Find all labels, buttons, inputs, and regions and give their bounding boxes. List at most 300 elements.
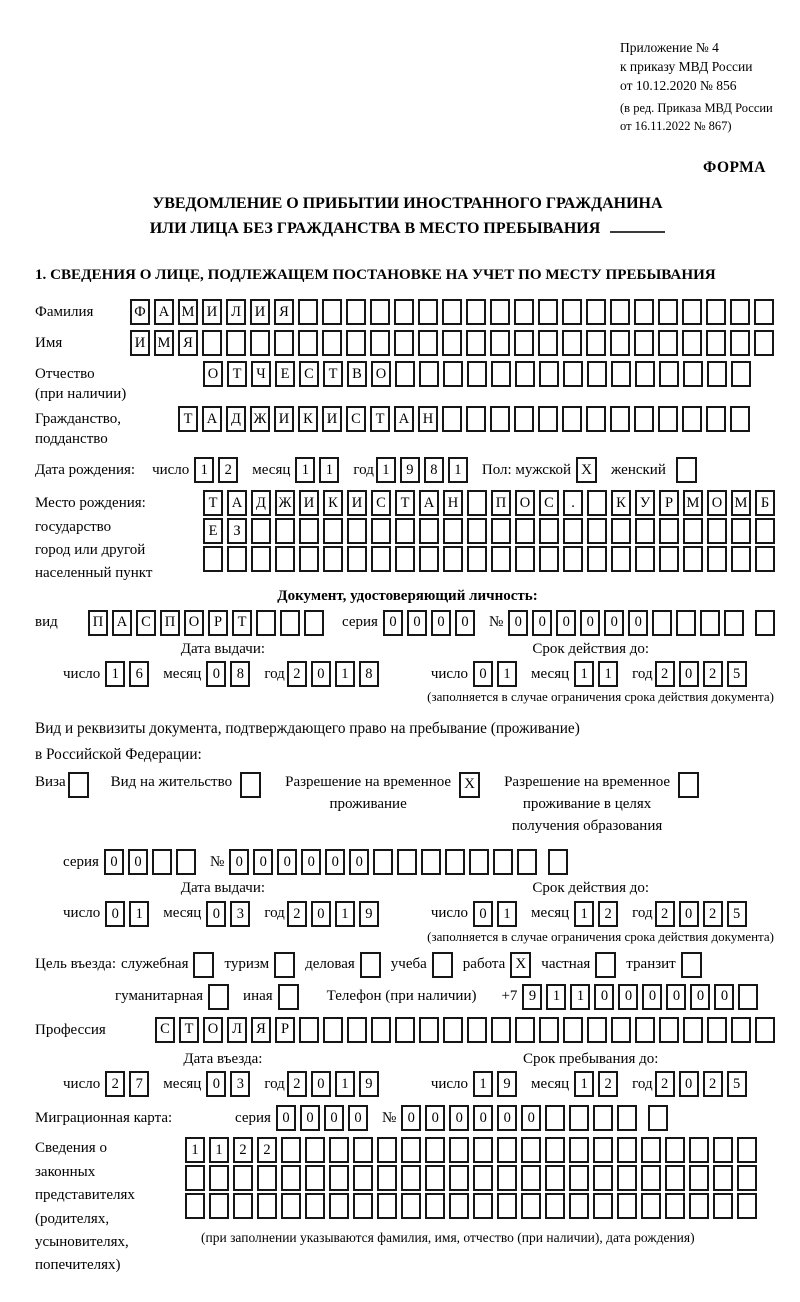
char-cell[interactable]: Т [203,490,223,516]
char-cell[interactable] [347,546,367,572]
char-cell[interactable]: 0 [128,849,148,875]
char-cell[interactable] [515,361,535,387]
char-cell[interactable] [713,1165,733,1191]
char-cell[interactable] [490,330,510,356]
char-cell[interactable] [370,299,390,325]
char-cell[interactable]: 0 [300,1105,320,1131]
char-cell[interactable] [611,546,631,572]
char-cell[interactable] [731,361,751,387]
char-cell[interactable]: 8 [359,661,379,687]
char-cell[interactable] [539,1017,559,1043]
char-cell[interactable]: Т [370,406,390,432]
char-cell[interactable] [683,361,703,387]
char-cell[interactable]: 0 [311,661,331,687]
char-cell[interactable] [377,1193,397,1219]
char-cell[interactable] [305,1137,325,1163]
char-cell[interactable]: С [136,610,156,636]
char-cell[interactable] [707,546,727,572]
char-cell[interactable] [322,330,342,356]
char-cell[interactable]: М [683,490,703,516]
char-cell[interactable] [707,518,727,544]
char-cell[interactable] [442,330,462,356]
char-cell[interactable]: 0 [105,901,125,927]
char-cell[interactable] [491,361,511,387]
char-cell[interactable] [683,546,703,572]
char-cell[interactable] [493,849,513,875]
char-cell[interactable]: 1 [497,661,517,687]
char-cell[interactable] [419,361,439,387]
char-cell[interactable] [425,1165,445,1191]
char-cell[interactable] [634,330,654,356]
char-cell[interactable] [611,518,631,544]
char-cell[interactable]: Д [226,406,246,432]
char-cell[interactable]: В [347,361,367,387]
char-cell[interactable] [635,361,655,387]
char-cell[interactable] [548,849,568,875]
char-cell[interactable]: Я [274,299,294,325]
char-cell[interactable] [251,518,271,544]
purpose-study-checkbox[interactable] [432,952,453,978]
char-cell[interactable] [563,518,583,544]
char-cell[interactable] [617,1105,637,1131]
char-cell[interactable] [377,1137,397,1163]
char-cell[interactable] [419,1017,439,1043]
char-cell[interactable]: 9 [522,984,542,1010]
char-cell[interactable]: Т [179,1017,199,1043]
char-cell[interactable]: 0 [556,610,576,636]
char-cell[interactable] [676,610,696,636]
char-cell[interactable]: И [322,406,342,432]
char-cell[interactable] [497,1193,517,1219]
char-cell[interactable] [593,1193,613,1219]
char-cell[interactable] [370,330,390,356]
char-cell[interactable]: 0 [690,984,710,1010]
char-cell[interactable]: Н [418,406,438,432]
char-cell[interactable] [347,518,367,544]
char-cell[interactable] [562,406,582,432]
char-cell[interactable] [299,1017,319,1043]
char-cell[interactable] [401,1137,421,1163]
char-cell[interactable] [418,330,438,356]
char-cell[interactable] [593,1137,613,1163]
char-cell[interactable] [587,1017,607,1043]
char-cell[interactable]: Б [755,490,775,516]
char-cell[interactable]: О [371,361,391,387]
char-cell[interactable]: 0 [497,1105,517,1131]
char-cell[interactable] [209,1165,229,1191]
char-cell[interactable] [322,299,342,325]
char-cell[interactable] [467,518,487,544]
char-cell[interactable]: 1 [473,1071,493,1097]
char-cell[interactable] [652,610,672,636]
char-cell[interactable] [467,546,487,572]
char-cell[interactable]: 9 [359,901,379,927]
char-cell[interactable] [659,1017,679,1043]
char-cell[interactable] [298,299,318,325]
char-cell[interactable] [346,330,366,356]
char-cell[interactable] [539,518,559,544]
female-checkbox[interactable] [676,457,697,483]
char-cell[interactable] [634,299,654,325]
char-cell[interactable]: 0 [618,984,638,1010]
char-cell[interactable]: 2 [287,1071,307,1097]
char-cell[interactable]: И [130,330,150,356]
char-cell[interactable] [233,1165,253,1191]
char-cell[interactable] [617,1165,637,1191]
char-cell[interactable] [514,330,534,356]
char-cell[interactable]: К [323,490,343,516]
char-cell[interactable] [587,518,607,544]
visa-checkbox[interactable] [68,772,89,798]
char-cell[interactable] [323,546,343,572]
char-cell[interactable] [641,1137,661,1163]
char-cell[interactable]: 1 [570,984,590,1010]
char-cell[interactable] [304,610,324,636]
char-cell[interactable]: 1 [194,457,214,483]
char-cell[interactable] [353,1193,373,1219]
char-cell[interactable]: И [347,490,367,516]
char-cell[interactable]: Т [323,361,343,387]
char-cell[interactable] [275,518,295,544]
char-cell[interactable] [755,610,775,636]
char-cell[interactable]: К [611,490,631,516]
char-cell[interactable]: 0 [206,901,226,927]
char-cell[interactable] [635,1017,655,1043]
char-cell[interactable] [466,330,486,356]
char-cell[interactable] [706,406,726,432]
purpose-transit-checkbox[interactable] [681,952,702,978]
char-cell[interactable]: 1 [598,661,618,687]
char-cell[interactable] [658,406,678,432]
char-cell[interactable] [634,406,654,432]
char-cell[interactable] [755,518,775,544]
char-cell[interactable]: О [515,490,535,516]
char-cell[interactable] [425,1137,445,1163]
char-cell[interactable]: 2 [703,661,723,687]
char-cell[interactable]: 1 [574,901,594,927]
char-cell[interactable]: О [203,1017,223,1043]
purpose-private-checkbox[interactable] [595,952,616,978]
char-cell[interactable] [755,1017,775,1043]
char-cell[interactable] [587,361,607,387]
char-cell[interactable] [445,849,465,875]
char-cell[interactable] [256,610,276,636]
char-cell[interactable] [545,1105,565,1131]
char-cell[interactable] [203,546,223,572]
purpose-work-checkbox[interactable]: X [510,952,531,978]
char-cell[interactable]: 0 [642,984,662,1010]
char-cell[interactable] [185,1193,205,1219]
char-cell[interactable] [176,849,196,875]
char-cell[interactable] [281,1137,301,1163]
char-cell[interactable] [587,490,607,516]
char-cell[interactable] [586,330,606,356]
char-cell[interactable]: Ф [130,299,150,325]
char-cell[interactable] [353,1137,373,1163]
char-cell[interactable] [209,1193,229,1219]
char-cell[interactable] [443,1017,463,1043]
char-cell[interactable]: Т [232,610,252,636]
char-cell[interactable] [467,361,487,387]
char-cell[interactable]: Л [227,1017,247,1043]
char-cell[interactable] [713,1193,733,1219]
char-cell[interactable] [682,406,702,432]
char-cell[interactable]: У [635,490,655,516]
char-cell[interactable]: 0 [604,610,624,636]
char-cell[interactable] [373,849,393,875]
char-cell[interactable] [466,406,486,432]
char-cell[interactable]: О [203,361,223,387]
char-cell[interactable] [449,1193,469,1219]
char-cell[interactable] [738,984,758,1010]
char-cell[interactable] [490,406,510,432]
char-cell[interactable] [659,361,679,387]
char-cell[interactable] [497,1165,517,1191]
char-cell[interactable] [521,1165,541,1191]
char-cell[interactable] [491,1017,511,1043]
char-cell[interactable] [682,330,702,356]
char-cell[interactable]: 0 [473,901,493,927]
char-cell[interactable] [563,546,583,572]
residence-permit-checkbox[interactable] [240,772,261,798]
char-cell[interactable]: Т [395,490,415,516]
char-cell[interactable] [514,406,534,432]
temp-residence-checkbox[interactable]: X [459,772,480,798]
char-cell[interactable]: 3 [230,901,250,927]
char-cell[interactable] [611,361,631,387]
char-cell[interactable]: О [707,490,727,516]
char-cell[interactable] [610,299,630,325]
char-cell[interactable] [515,546,535,572]
char-cell[interactable] [521,1193,541,1219]
char-cell[interactable] [299,546,319,572]
char-cell[interactable]: П [491,490,511,516]
char-cell[interactable] [257,1193,277,1219]
purpose-tourism-checkbox[interactable] [274,952,295,978]
char-cell[interactable]: С [346,406,366,432]
char-cell[interactable]: 9 [497,1071,517,1097]
char-cell[interactable]: Д [251,490,271,516]
char-cell[interactable]: 2 [655,901,675,927]
char-cell[interactable] [346,299,366,325]
char-cell[interactable]: С [299,361,319,387]
male-checkbox[interactable]: X [576,457,597,483]
char-cell[interactable] [545,1165,565,1191]
char-cell[interactable] [323,1017,343,1043]
char-cell[interactable]: 1 [448,457,468,483]
char-cell[interactable]: 9 [359,1071,379,1097]
char-cell[interactable] [281,1193,301,1219]
char-cell[interactable] [682,299,702,325]
char-cell[interactable] [737,1193,757,1219]
char-cell[interactable]: Л [226,299,246,325]
char-cell[interactable]: 1 [335,901,355,927]
char-cell[interactable] [737,1165,757,1191]
char-cell[interactable] [563,361,583,387]
char-cell[interactable]: 2 [598,901,618,927]
char-cell[interactable]: 0 [521,1105,541,1131]
char-cell[interactable] [473,1165,493,1191]
char-cell[interactable] [401,1165,421,1191]
char-cell[interactable] [707,361,727,387]
char-cell[interactable]: 2 [218,457,238,483]
char-cell[interactable]: 0 [229,849,249,875]
char-cell[interactable]: 0 [276,1105,296,1131]
char-cell[interactable]: 0 [580,610,600,636]
char-cell[interactable] [395,361,415,387]
char-cell[interactable]: 2 [655,1071,675,1097]
char-cell[interactable]: Я [178,330,198,356]
char-cell[interactable]: Ч [251,361,271,387]
char-cell[interactable] [353,1165,373,1191]
char-cell[interactable]: 1 [129,901,149,927]
char-cell[interactable]: Т [227,361,247,387]
char-cell[interactable]: 0 [628,610,648,636]
char-cell[interactable] [707,1017,727,1043]
char-cell[interactable] [689,1137,709,1163]
char-cell[interactable]: А [394,406,414,432]
char-cell[interactable] [586,406,606,432]
char-cell[interactable] [610,330,630,356]
char-cell[interactable] [491,546,511,572]
char-cell[interactable] [665,1137,685,1163]
char-cell[interactable]: Ж [275,490,295,516]
char-cell[interactable] [569,1105,589,1131]
char-cell[interactable] [538,330,558,356]
char-cell[interactable] [395,518,415,544]
char-cell[interactable]: И [250,299,270,325]
char-cell[interactable] [323,518,343,544]
char-cell[interactable]: 0 [206,661,226,687]
char-cell[interactable]: 2 [233,1137,253,1163]
char-cell[interactable]: 0 [348,1105,368,1131]
char-cell[interactable] [442,299,462,325]
char-cell[interactable] [641,1193,661,1219]
char-cell[interactable]: 0 [425,1105,445,1131]
char-cell[interactable] [443,518,463,544]
char-cell[interactable] [617,1193,637,1219]
char-cell[interactable] [185,1165,205,1191]
char-cell[interactable]: И [274,406,294,432]
char-cell[interactable] [587,546,607,572]
char-cell[interactable]: И [202,299,222,325]
char-cell[interactable]: С [155,1017,175,1043]
char-cell[interactable] [700,610,720,636]
char-cell[interactable] [593,1165,613,1191]
char-cell[interactable]: Ж [250,406,270,432]
char-cell[interactable]: 2 [257,1137,277,1163]
char-cell[interactable] [754,299,774,325]
char-cell[interactable]: 0 [679,1071,699,1097]
char-cell[interactable] [280,610,300,636]
char-cell[interactable] [683,518,703,544]
char-cell[interactable]: 2 [287,661,307,687]
char-cell[interactable]: 0 [679,901,699,927]
char-cell[interactable]: Т [178,406,198,432]
char-cell[interactable]: 1 [335,661,355,687]
char-cell[interactable]: 1 [185,1137,205,1163]
char-cell[interactable]: 2 [598,1071,618,1097]
char-cell[interactable] [737,1137,757,1163]
char-cell[interactable] [257,1165,277,1191]
char-cell[interactable]: А [419,490,439,516]
char-cell[interactable]: 8 [424,457,444,483]
char-cell[interactable] [443,546,463,572]
char-cell[interactable] [395,546,415,572]
char-cell[interactable] [467,490,487,516]
char-cell[interactable] [713,1137,733,1163]
char-cell[interactable] [539,361,559,387]
char-cell[interactable]: 8 [230,661,250,687]
char-cell[interactable] [298,330,318,356]
char-cell[interactable]: 0 [324,1105,344,1131]
char-cell[interactable] [397,849,417,875]
char-cell[interactable] [521,1137,541,1163]
purpose-other-checkbox[interactable] [278,984,299,1010]
char-cell[interactable]: 2 [105,1071,125,1097]
char-cell[interactable] [449,1165,469,1191]
char-cell[interactable] [617,1137,637,1163]
char-cell[interactable] [658,299,678,325]
char-cell[interactable] [329,1137,349,1163]
char-cell[interactable] [754,330,774,356]
char-cell[interactable] [665,1193,685,1219]
char-cell[interactable] [250,330,270,356]
char-cell[interactable] [347,1017,367,1043]
char-cell[interactable] [610,406,630,432]
char-cell[interactable]: 2 [703,1071,723,1097]
char-cell[interactable]: 0 [508,610,528,636]
char-cell[interactable]: 1 [376,457,396,483]
char-cell[interactable] [371,518,391,544]
char-cell[interactable]: 1 [574,1071,594,1097]
char-cell[interactable]: 0 [532,610,552,636]
char-cell[interactable] [545,1193,565,1219]
char-cell[interactable]: 5 [727,661,747,687]
char-cell[interactable]: Н [443,490,463,516]
char-cell[interactable] [371,1017,391,1043]
char-cell[interactable]: 1 [574,661,594,687]
char-cell[interactable] [449,1137,469,1163]
char-cell[interactable]: З [227,518,247,544]
char-cell[interactable] [755,546,775,572]
char-cell[interactable] [371,546,391,572]
char-cell[interactable]: Р [659,490,679,516]
char-cell[interactable]: А [227,490,247,516]
char-cell[interactable] [731,546,751,572]
char-cell[interactable]: 0 [277,849,297,875]
char-cell[interactable]: 0 [431,610,451,636]
char-cell[interactable]: 1 [295,457,315,483]
char-cell[interactable]: 0 [383,610,403,636]
char-cell[interactable]: О [184,610,204,636]
char-cell[interactable] [473,1137,493,1163]
char-cell[interactable] [419,518,439,544]
char-cell[interactable] [419,546,439,572]
char-cell[interactable]: С [539,490,559,516]
char-cell[interactable] [538,299,558,325]
char-cell[interactable] [689,1165,709,1191]
char-cell[interactable]: 0 [666,984,686,1010]
char-cell[interactable]: С [371,490,391,516]
char-cell[interactable]: 0 [473,661,493,687]
char-cell[interactable] [473,1193,493,1219]
char-cell[interactable] [635,546,655,572]
char-cell[interactable] [442,406,462,432]
char-cell[interactable] [514,299,534,325]
char-cell[interactable] [394,330,414,356]
char-cell[interactable]: П [160,610,180,636]
